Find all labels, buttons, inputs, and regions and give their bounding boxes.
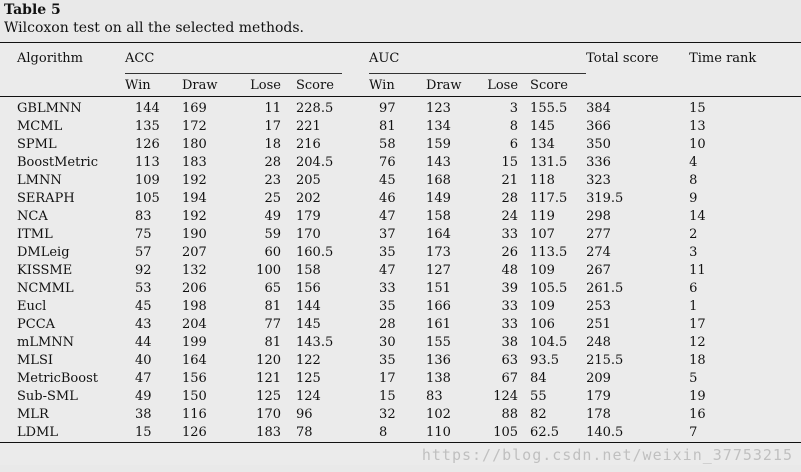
table-row: [0, 244, 801, 262]
cell-auc-lose: 6: [509, 137, 519, 152]
cell-auc-win: 8: [369, 424, 412, 443]
cell-auc-score: 55: [530, 389, 547, 404]
cell-auc-score: 106: [530, 317, 555, 332]
cell-acc-score: 122: [296, 353, 321, 368]
cell-time-rank: 10: [689, 137, 706, 152]
cell-auc-score: 109: [530, 263, 555, 278]
cell-auc-win: 81: [379, 119, 396, 134]
header-auc: AUC: [369, 43, 586, 74]
table-title: Wilcoxon test on all the selected methods.: [4, 20, 304, 36]
wilcoxon-results-table: [0, 42, 801, 443]
header-auc-lose: Lose: [473, 74, 518, 97]
cell-acc-win: 83: [135, 209, 152, 224]
table-row: [0, 262, 801, 280]
cell-auc-draw: 155: [426, 335, 451, 350]
cell-acc-draw: 207: [182, 245, 207, 260]
cell-auc-lose: 63: [501, 353, 519, 368]
cell-acc-draw: 206: [182, 281, 207, 296]
cell-acc-win: 44: [135, 335, 152, 350]
table-row: [0, 172, 801, 190]
header-acc-draw: Draw: [172, 74, 234, 97]
table-row: [0, 316, 801, 334]
cell-algorithm: NCA: [17, 209, 48, 224]
table-row: [0, 97, 801, 118]
cell-acc-win: 40: [135, 353, 152, 368]
cell-acc-lose: 23: [264, 173, 281, 188]
cell-acc-win: 47: [135, 371, 152, 386]
cell-auc-draw: 136: [426, 353, 451, 368]
cell-acc-lose: 81: [264, 299, 281, 314]
cell-auc-lose: 105: [473, 424, 518, 443]
table-row: [0, 370, 801, 388]
cell-time-rank: 8: [689, 173, 698, 188]
cell-acc-lose: 11: [264, 101, 281, 116]
cell-acc-draw: 132: [182, 263, 207, 278]
header-acc: ACC: [125, 43, 342, 74]
cell-auc-draw: 151: [426, 281, 451, 296]
cell-algorithm: SERAPH: [17, 191, 75, 206]
table-number: Table 5: [4, 2, 61, 18]
cell-acc-score: 221: [296, 119, 321, 134]
cell-auc-score: 117.5: [530, 191, 568, 206]
cell-auc-win: 35: [379, 353, 396, 368]
header-auc-win: Win: [369, 74, 412, 97]
cell-acc-lose: 125: [256, 389, 281, 404]
cell-acc-lose: 49: [264, 209, 281, 224]
cell-auc-win: 58: [379, 137, 396, 152]
table-row: [0, 352, 801, 370]
cell-acc-lose: 60: [264, 245, 281, 260]
table-row: [0, 406, 801, 424]
cell-acc-score: 202: [296, 191, 321, 206]
source-watermark: https://blog.csdn.net/weixin_37753215: [421, 446, 793, 464]
table-caption: [4, 2, 304, 38]
cell-auc-score: 109: [530, 299, 555, 314]
table-row: [0, 424, 801, 443]
cell-acc-win: 126: [135, 137, 160, 152]
cell-algorithm: NCMML: [17, 281, 74, 296]
cell-acc-score: 125: [296, 371, 321, 386]
table-row: [0, 190, 801, 208]
cell-total: 248: [586, 335, 611, 350]
cell-total: 253: [586, 299, 611, 314]
cell-algorithm: mLMNN: [17, 335, 75, 350]
cell-auc-score: 84: [530, 371, 547, 386]
cell-auc-draw: 161: [426, 317, 451, 332]
cell-auc-draw: 138: [426, 371, 451, 386]
table-row: [0, 298, 801, 316]
cell-total: 323: [586, 173, 611, 188]
cell-acc-draw: 156: [182, 371, 207, 386]
cell-auc-lose: 15: [501, 155, 519, 170]
cell-acc-lose: 28: [264, 155, 281, 170]
cell-time-rank: 15: [689, 101, 706, 116]
cell-auc-score: 118: [530, 173, 555, 188]
cell-algorithm: MetricBoost: [17, 371, 98, 386]
cell-acc-lose: 65: [264, 281, 281, 296]
cell-acc-win: 45: [135, 299, 152, 314]
cell-time-rank: 1: [689, 299, 698, 314]
table-row: [0, 226, 801, 244]
cell-total: 350: [586, 137, 611, 152]
cell-acc-lose: 17: [264, 119, 281, 134]
cell-auc-draw: 134: [426, 119, 451, 134]
table-row: [0, 136, 801, 154]
cell-total: 251: [586, 317, 611, 332]
cell-acc-draw: 204: [182, 317, 207, 332]
cell-total: 215.5: [586, 353, 624, 368]
cell-auc-win: 30: [379, 335, 396, 350]
cell-acc-win: 135: [135, 119, 160, 134]
cell-auc-score: 119: [530, 209, 555, 224]
cell-acc-draw: 192: [182, 209, 207, 224]
cell-algorithm: LDML: [0, 424, 125, 443]
cell-auc-lose: 124: [493, 389, 519, 404]
cell-time-rank: 7: [686, 424, 801, 443]
cell-acc-draw: 180: [182, 137, 207, 152]
cell-total: 277: [586, 227, 611, 242]
header-algorithm: Algorithm: [0, 43, 125, 74]
cell-acc-score: 204.5: [296, 155, 334, 170]
cell-total: 384: [586, 101, 611, 116]
cell-acc-score: 216: [296, 137, 321, 152]
cell-auc-lose: 67: [501, 371, 519, 386]
cell-acc-score: 144: [296, 299, 321, 314]
cell-auc-win: 76: [379, 155, 396, 170]
cell-auc-win: 97: [379, 101, 396, 116]
cell-algorithm: LMNN: [17, 173, 62, 188]
cell-total: 319.5: [586, 191, 624, 206]
cell-acc-win: 38: [135, 407, 152, 422]
cell-auc-draw: 166: [426, 299, 451, 314]
cell-algorithm: MLR: [17, 407, 49, 422]
cell-algorithm: MLSI: [17, 353, 53, 368]
cell-auc-score: 62.5: [518, 424, 586, 443]
cell-time-rank: 9: [689, 191, 698, 206]
cell-acc-lose: 77: [264, 317, 281, 332]
cell-total: 298: [586, 209, 611, 224]
cell-algorithm: MCML: [17, 119, 63, 134]
cell-auc-lose: 8: [509, 119, 519, 134]
cell-acc-score: 96: [296, 407, 313, 422]
cell-auc-win: 46: [379, 191, 396, 206]
cell-total: 209: [586, 371, 611, 386]
cell-acc-win: 53: [135, 281, 152, 296]
cell-auc-lose: 28: [501, 191, 519, 206]
cell-auc-draw: 123: [426, 101, 451, 116]
cell-acc-win: 15: [125, 424, 172, 443]
cell-auc-score: 107: [530, 227, 555, 242]
cell-acc-lose: 18: [264, 137, 281, 152]
cell-auc-win: 35: [379, 245, 396, 260]
header-time-rank: Time rank: [686, 43, 801, 74]
cell-acc-lose: 170: [256, 407, 281, 422]
cell-auc-draw: 173: [426, 245, 451, 260]
cell-acc-draw: 194: [182, 191, 207, 206]
cell-auc-draw: 159: [426, 137, 451, 152]
cell-acc-lose: 121: [256, 371, 281, 386]
cell-acc-lose: 25: [264, 191, 281, 206]
results-table-container: [0, 42, 801, 465]
cell-auc-lose: 33: [501, 317, 519, 332]
cell-auc-score: 93.5: [530, 353, 559, 368]
cell-time-rank: 2: [689, 227, 698, 242]
cell-acc-draw: 169: [182, 101, 207, 116]
cell-acc-win: 105: [135, 191, 160, 206]
cell-algorithm: BoostMetric: [17, 155, 98, 170]
cell-time-rank: 13: [689, 119, 706, 134]
cell-auc-win: 32: [379, 407, 396, 422]
cell-acc-lose: 100: [256, 263, 281, 278]
cell-auc-lose: 88: [501, 407, 519, 422]
cell-total: 336: [586, 155, 611, 170]
cell-auc-lose: 21: [501, 173, 519, 188]
cell-acc-draw: 183: [182, 155, 207, 170]
cell-acc-score: 145: [296, 317, 321, 332]
cell-acc-draw: 199: [182, 335, 207, 350]
cell-auc-score: 155.5: [530, 101, 568, 116]
table-row: [0, 334, 801, 352]
cell-time-rank: 5: [689, 371, 698, 386]
cell-auc-draw: 168: [426, 173, 451, 188]
cell-auc-lose: 33: [501, 299, 519, 314]
cell-acc-win: 57: [135, 245, 152, 260]
cell-acc-score: 143.5: [296, 335, 334, 350]
cell-auc-win: 47: [379, 209, 396, 224]
cell-acc-score: 179: [296, 209, 321, 224]
cell-time-rank: 11: [689, 263, 706, 278]
cell-algorithm: KISSME: [17, 263, 73, 278]
cell-acc-win: 43: [135, 317, 152, 332]
cell-auc-draw: 102: [426, 407, 451, 422]
cell-acc-draw: 172: [182, 119, 207, 134]
cell-auc-draw: 110: [412, 424, 473, 443]
cell-acc-draw: 126: [172, 424, 234, 443]
cell-acc-score: 158: [296, 263, 321, 278]
cell-acc-draw: 164: [182, 353, 207, 368]
cell-acc-win: 109: [135, 173, 160, 188]
cell-auc-score: 145: [530, 119, 555, 134]
cell-auc-lose: 26: [501, 245, 519, 260]
cell-auc-draw: 149: [426, 191, 451, 206]
cell-total: 267: [586, 263, 611, 278]
cell-auc-win: 45: [379, 173, 396, 188]
cell-algorithm: ITML: [17, 227, 53, 242]
cell-acc-draw: 150: [182, 389, 207, 404]
cell-acc-score: 228.5: [296, 101, 334, 116]
cell-algorithm: PCCA: [17, 317, 56, 332]
table-row: [0, 388, 801, 406]
header-auc-draw: Draw: [412, 74, 473, 97]
cell-acc-win: 49: [135, 389, 152, 404]
cell-algorithm: Eucl: [17, 299, 47, 314]
cell-auc-lose: 48: [501, 263, 519, 278]
cell-auc-draw: 83: [426, 389, 443, 404]
cell-acc-win: 75: [135, 227, 152, 242]
cell-acc-lose: 81: [264, 335, 281, 350]
cell-algorithm: Sub-SML: [17, 389, 78, 404]
cell-time-rank: 14: [689, 209, 706, 224]
cell-acc-score: 160.5: [296, 245, 334, 260]
table-body: [0, 97, 801, 443]
table-row: [0, 118, 801, 136]
cell-acc-score: 78: [281, 424, 342, 443]
cell-acc-draw: 198: [182, 299, 207, 314]
cell-time-rank: 18: [689, 353, 706, 368]
cell-auc-score: 131.5: [530, 155, 568, 170]
cell-acc-score: 124: [296, 389, 321, 404]
cell-auc-win: 37: [379, 227, 396, 242]
cell-auc-draw: 164: [426, 227, 451, 242]
cell-auc-score: 82: [530, 407, 547, 422]
cell-total: 274: [586, 245, 611, 260]
cell-auc-draw: 158: [426, 209, 451, 224]
cell-auc-lose: 38: [501, 335, 519, 350]
cell-acc-draw: 192: [182, 173, 207, 188]
cell-auc-score: 134: [530, 137, 555, 152]
cell-acc-win: 144: [135, 101, 160, 116]
cell-auc-lose: 3: [509, 101, 519, 116]
cell-time-rank: 16: [689, 407, 706, 422]
cell-auc-lose: 24: [501, 209, 519, 224]
cell-time-rank: 12: [689, 335, 706, 350]
cell-time-rank: 6: [689, 281, 698, 296]
cell-total: 261.5: [586, 281, 624, 296]
table-row: [0, 154, 801, 172]
cell-auc-draw: 127: [426, 263, 451, 278]
cell-time-rank: 4: [689, 155, 698, 170]
cell-time-rank: 3: [689, 245, 698, 260]
cell-acc-lose: 59: [264, 227, 281, 242]
cell-acc-draw: 190: [182, 227, 207, 242]
cell-algorithm: GBLMNN: [17, 101, 82, 116]
cell-time-rank: 19: [689, 389, 706, 404]
cell-acc-win: 92: [135, 263, 152, 278]
cell-auc-lose: 39: [501, 281, 519, 296]
header-acc-win: Win: [125, 74, 172, 97]
cell-auc-win: 33: [379, 281, 396, 296]
cell-total: 178: [586, 407, 611, 422]
cell-acc-lose: 120: [256, 353, 281, 368]
cell-auc-score: 113.5: [530, 245, 568, 260]
header-acc-lose: Lose: [234, 74, 281, 97]
cell-acc-win: 113: [135, 155, 160, 170]
cell-algorithm: DMLeig: [17, 245, 70, 260]
cell-auc-score: 105.5: [530, 281, 568, 296]
header-auc-score: Score: [518, 74, 586, 97]
cell-auc-win: 15: [379, 389, 396, 404]
table-row: [0, 208, 801, 226]
cell-acc-draw: 116: [182, 407, 207, 422]
cell-acc-score: 156: [296, 281, 321, 296]
cell-acc-lose: 183: [234, 424, 281, 443]
cell-auc-lose: 33: [501, 227, 519, 242]
cell-auc-draw: 143: [426, 155, 451, 170]
cell-auc-win: 47: [379, 263, 396, 278]
header-total-score: Total score: [586, 43, 686, 74]
cell-algorithm: SPML: [17, 137, 57, 152]
cell-auc-win: 35: [379, 299, 396, 314]
table-row: [0, 280, 801, 298]
cell-total: 140.5: [586, 424, 686, 443]
cell-total: 366: [586, 119, 611, 134]
cell-total: 179: [586, 389, 611, 404]
cell-time-rank: 17: [689, 317, 706, 332]
cell-acc-score: 170: [296, 227, 321, 242]
cell-acc-score: 205: [296, 173, 321, 188]
cell-auc-score: 104.5: [530, 335, 568, 350]
cell-auc-win: 17: [379, 371, 396, 386]
cell-auc-win: 28: [379, 317, 396, 332]
header-acc-score: Score: [281, 74, 342, 97]
